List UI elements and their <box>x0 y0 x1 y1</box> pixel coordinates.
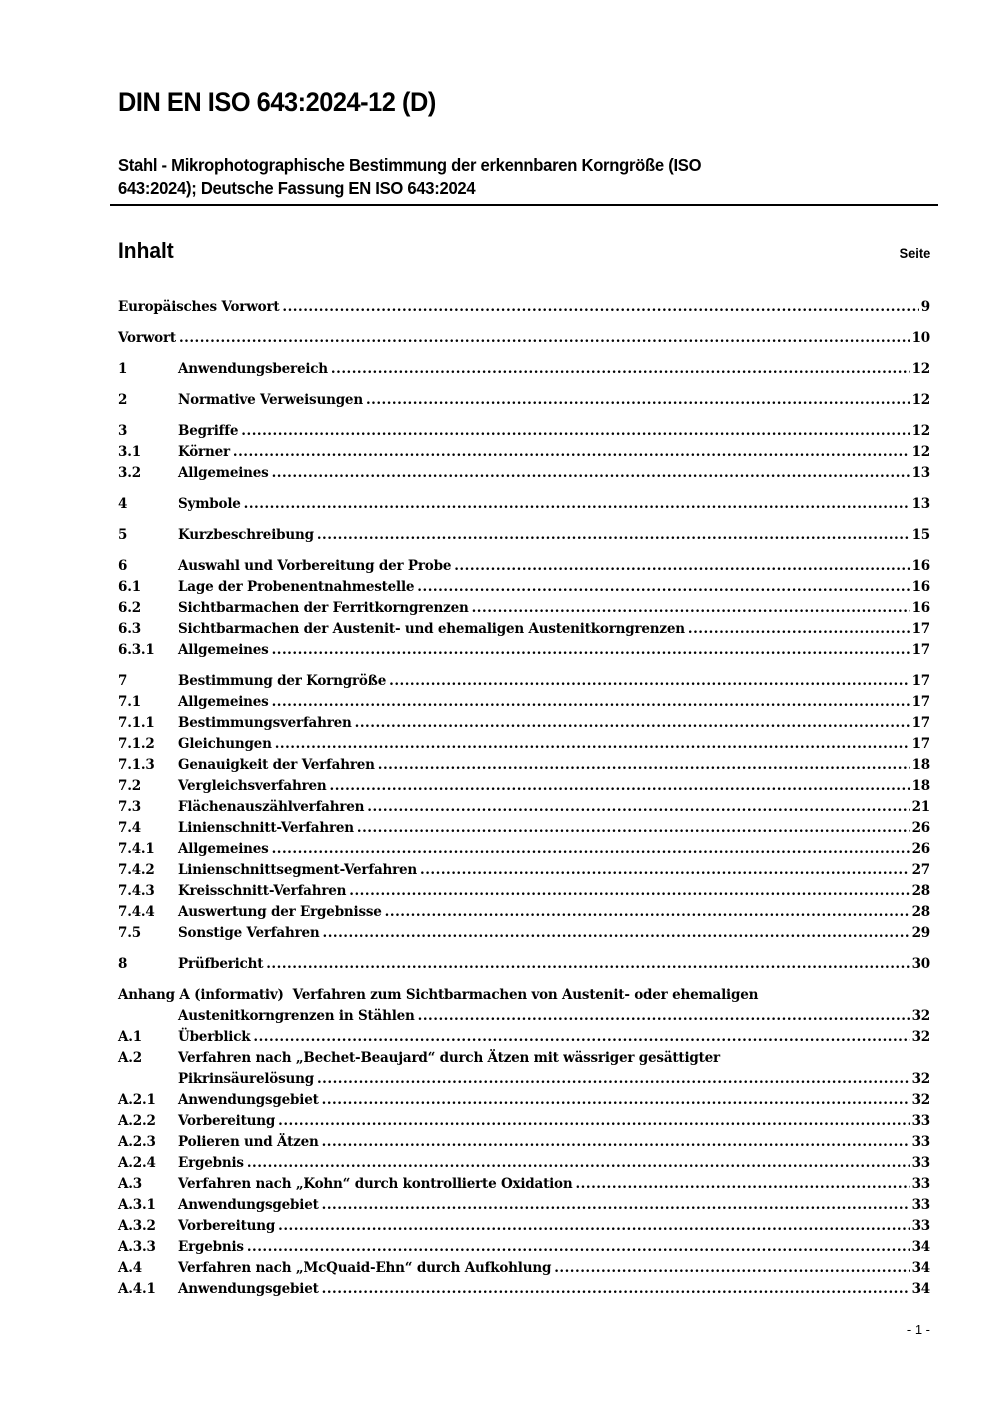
toc-leader-dots <box>385 902 910 923</box>
toc-entry <box>118 556 930 577</box>
toc-entry <box>118 902 930 923</box>
toc-entry-page: 12 <box>911 444 930 460</box>
toc-entry-title: Auswertung der Ergebnisse <box>178 904 382 920</box>
toc-entry-line <box>118 297 930 318</box>
toc-entry-page: 13 <box>911 465 930 481</box>
toc-entry <box>118 881 930 902</box>
toc-entry-line <box>178 1279 930 1300</box>
toc-entry-number: 7.3 <box>118 799 141 815</box>
doc-number: DIN EN ISO 643:2024-12 (D) <box>118 87 436 117</box>
toc-entry-number: 7.4 <box>118 820 141 836</box>
toc-entry-title: Sichtbarmachen der Ferritkorngrenzen <box>178 600 469 616</box>
toc-entry-page: 12 <box>911 423 930 439</box>
toc-entry <box>118 734 930 755</box>
toc-entry-title: Genauigkeit der Verfahren <box>178 757 375 773</box>
toc-entry-title: Ergebnis <box>178 1155 244 1171</box>
toc-entry <box>118 860 930 881</box>
toc-group <box>118 359 930 380</box>
toc-entry-line <box>178 1258 930 1279</box>
toc-entry-line <box>178 860 930 881</box>
toc-leader-dots <box>253 1027 909 1048</box>
toc-entry-line <box>178 640 930 661</box>
toc-entry-line <box>178 1090 930 1111</box>
toc-entry-line <box>178 463 930 484</box>
toc-entry-number: A.3.1 <box>118 1197 156 1213</box>
toc-entry <box>118 797 930 818</box>
toc-entry-number: A.4.1 <box>118 1281 156 1297</box>
toc-entry <box>118 692 930 713</box>
toc-entry <box>118 954 930 975</box>
toc-entry-heading-line: Anhang A (informativ) Verfahren zum Sichtbarmachen von Austenit- oder ehemaligen <box>118 987 759 1003</box>
toc-entry-title: Auswahl und Vorbereitung der Probe <box>178 558 452 574</box>
toc-entry <box>118 1132 930 1153</box>
toc-leader-dots <box>331 359 910 380</box>
toc-entry-title: Vorwort <box>118 330 176 346</box>
toc-entry-page: 32 <box>911 1008 930 1024</box>
toc-entry-line <box>178 1132 930 1153</box>
toc-entry <box>118 1174 930 1195</box>
toc-entry-number: 7 <box>118 673 128 689</box>
toc-entry-number: 7.4.4 <box>118 904 155 920</box>
toc-entry-number: A.3.3 <box>118 1239 156 1255</box>
toc-entry-number: 7.1.3 <box>118 757 155 773</box>
toc-entry-line <box>178 1111 930 1132</box>
toc-leader-dots <box>278 1111 909 1132</box>
toc-entry-number: 6.2 <box>118 600 141 616</box>
toc-entry-line <box>178 1027 930 1048</box>
toc-entry-number: 5 <box>118 527 128 543</box>
toc-leader-dots <box>357 818 910 839</box>
toc-entry <box>118 390 930 411</box>
toc-entry <box>118 1216 930 1237</box>
toc-entry-title: Normative Verweisungen <box>178 392 363 408</box>
toc-entry-number: A.2.1 <box>118 1092 156 1108</box>
toc-entry-number: 7.2 <box>118 778 141 794</box>
toc-entry-page: 29 <box>911 925 930 941</box>
toc-entry <box>118 1195 930 1216</box>
toc-entry-title: Kreisschnitt-Verfahren <box>178 883 347 899</box>
toc-entry-line <box>178 1069 930 1090</box>
toc-entry-line <box>178 577 930 598</box>
toc-entry-page: 32 <box>911 1029 930 1045</box>
toc-entry-title: Linienschnittsegment-Verfahren <box>178 862 418 878</box>
toc-entry-number: 1 <box>118 361 128 377</box>
toc-entry-page: 27 <box>911 862 930 878</box>
toc-entry-page: 32 <box>911 1092 930 1108</box>
toc-entry-page: 34 <box>911 1260 930 1276</box>
toc-leader-dots <box>366 390 910 411</box>
toc-entry-line <box>178 1153 930 1174</box>
toc-group <box>118 954 930 975</box>
toc-entry <box>118 297 930 318</box>
toc-entry-page: 33 <box>911 1134 930 1150</box>
toc-group <box>118 556 930 661</box>
toc-entry <box>118 839 930 860</box>
toc-entry-page: 21 <box>911 799 930 815</box>
toc-entry-page: 33 <box>911 1155 930 1171</box>
toc-entry-page: 17 <box>911 715 930 731</box>
toc-entry-line <box>178 734 930 755</box>
toc-entry-number: A.2.3 <box>118 1134 156 1150</box>
toc-entry-line <box>178 1216 930 1237</box>
toc-entry-page: 32 <box>911 1071 930 1087</box>
toc-entry-line <box>178 1006 930 1027</box>
toc-entry-number: 6.1 <box>118 579 141 595</box>
page-footer: - 1 - <box>906 1322 930 1337</box>
toc-leader-dots <box>472 598 910 619</box>
toc-entry-number: 7.4.2 <box>118 862 155 878</box>
toc-leader-dots <box>367 797 909 818</box>
toc-entry-page: 17 <box>911 694 930 710</box>
toc-entry-number: A.2 <box>118 1050 142 1066</box>
toc-entry-page: 28 <box>911 904 930 920</box>
toc-entry-line <box>178 776 930 797</box>
toc-leader-dots <box>322 1132 910 1153</box>
toc-leader-dots <box>244 494 910 515</box>
toc-leader-dots <box>378 755 910 776</box>
toc-entry-title: Kurzbeschreibung <box>178 527 314 543</box>
toc-leader-dots <box>241 421 909 442</box>
toc-entry <box>118 328 930 349</box>
toc-entry-line1: Verfahren nach „Bechet-Beaujard“ durch Ätzen mit wässriger gesättigter <box>178 1050 720 1066</box>
toc-entry-title: Anwendungsgebiet <box>178 1092 319 1108</box>
toc-leader-dots <box>418 1006 910 1027</box>
toc-entry-number: 7.4.1 <box>118 841 155 857</box>
toc-entry-title: Anwendungsgebiet <box>178 1281 319 1297</box>
toc-entry <box>118 619 930 640</box>
toc-entry-title: Körner <box>178 444 230 460</box>
toc-leader-dots <box>179 328 910 349</box>
toc-leader-dots <box>417 577 909 598</box>
toc-entry <box>118 525 930 546</box>
toc-entry-line <box>178 494 930 515</box>
toc-group <box>118 297 930 318</box>
toc-leader-dots <box>322 1090 910 1111</box>
toc-entry <box>118 923 930 944</box>
toc-entry-title: Sonstige Verfahren <box>178 925 320 941</box>
toc-entry-number: 4 <box>118 496 128 512</box>
toc-entry <box>118 1258 930 1279</box>
toc-entry-line <box>178 619 930 640</box>
toc-entry-number: 8 <box>118 956 128 972</box>
toc-entry-number: 6.3 <box>118 621 141 637</box>
toc-entry-title: Flächenauszählverfahren <box>178 799 365 815</box>
toc-entry-title: Anwendungsgebiet <box>178 1197 319 1213</box>
toc-entry-line <box>178 525 930 546</box>
toc-entry-title: Allgemeines <box>178 841 269 857</box>
toc-leader-dots <box>355 713 910 734</box>
toc-leader-dots <box>323 923 910 944</box>
toc-entry <box>118 1090 930 1111</box>
toc-entry-line <box>178 598 930 619</box>
toc-group <box>118 525 930 546</box>
toc-entry <box>118 359 930 380</box>
toc-entry-line <box>178 556 930 577</box>
toc-leader-dots <box>349 881 909 902</box>
toc-entry-page: 33 <box>911 1176 930 1192</box>
toc-entry-title: Bestimmungsverfahren <box>178 715 352 731</box>
toc-entry-line <box>178 755 930 776</box>
toc-entry-page: 16 <box>911 558 930 574</box>
contents-header-row <box>118 238 930 264</box>
toc-leader-dots <box>420 860 910 881</box>
toc-entry-page: 30 <box>911 956 930 972</box>
toc-leader-dots <box>272 463 910 484</box>
doc-title <box>118 154 930 200</box>
toc-entry-line <box>178 797 930 818</box>
toc-entry-number: 3 <box>118 423 128 439</box>
toc-entry-title: Verfahren nach „Kohn“ durch kontrollierte Oxidation <box>178 1176 573 1192</box>
toc-entry-number: 7.1.1 <box>118 715 155 731</box>
document-page <box>118 0 930 1300</box>
toc-entry-number: A.3 <box>118 1176 142 1192</box>
toc-leader-dots <box>330 776 910 797</box>
page-column-label: Seite <box>899 246 930 261</box>
toc-entry-page: 28 <box>911 883 930 899</box>
toc-entry-title: Symbole <box>178 496 241 512</box>
toc-entry <box>118 640 930 661</box>
toc-entry-title: Ergebnis <box>178 1239 244 1255</box>
toc-entry-title: Pikrinsäurelösung <box>178 1071 314 1087</box>
toc-group <box>118 494 930 515</box>
toc-entry-number: 3.2 <box>118 465 141 481</box>
contents-heading: Inhalt <box>118 238 174 263</box>
toc-entry-page: 9 <box>920 299 930 315</box>
toc-entry-page: 12 <box>911 361 930 377</box>
toc-entry <box>118 985 930 1027</box>
toc-entry-title: Bestimmung der Korngröße <box>178 673 387 689</box>
toc-entry-title: Allgemeines <box>178 642 269 658</box>
toc-leader-dots <box>272 692 910 713</box>
toc-entry-number: 6 <box>118 558 128 574</box>
toc-entry-title: Allgemeines <box>178 465 269 481</box>
toc-entry <box>118 577 930 598</box>
toc-entry-page: 12 <box>911 392 930 408</box>
toc-entry-page: 13 <box>911 496 930 512</box>
toc-entry <box>118 713 930 734</box>
toc-entry-number: 7.1.2 <box>118 736 155 752</box>
toc-entry-number: A.1 <box>118 1029 142 1045</box>
toc-entry-title: Überblick <box>178 1029 251 1045</box>
toc-leader-dots <box>317 1069 910 1090</box>
toc-entry-page: 33 <box>911 1218 930 1234</box>
toc-entry-title: Lage der Probenentnahmestelle <box>178 579 415 595</box>
toc-entry-number: 6.3.1 <box>118 642 155 658</box>
toc-entry-page: 34 <box>911 1239 930 1255</box>
toc-leader-dots <box>272 640 910 661</box>
toc-leader-dots <box>389 671 909 692</box>
toc-entry-line <box>178 881 930 902</box>
toc-entry-line <box>178 359 930 380</box>
toc-leader-dots <box>275 734 910 755</box>
toc-entry-title: Anwendungsbereich <box>178 361 328 377</box>
toc-entry-title: Verfahren nach „McQuaid-Ehn“ durch Aufkohlung <box>178 1260 552 1276</box>
toc-entry-title: Austenitkorngrenzen in Stählen <box>178 1008 415 1024</box>
toc-entry <box>118 1279 930 1300</box>
toc-entry-page: 17 <box>911 736 930 752</box>
toc-group <box>118 985 930 1300</box>
toc-group <box>118 671 930 944</box>
toc-entry-line <box>178 1174 930 1195</box>
toc-leader-dots <box>322 1195 910 1216</box>
toc-entry-title: Europäisches Vorwort <box>118 299 280 315</box>
toc-entry-line <box>178 442 930 463</box>
toc-entry <box>118 755 930 776</box>
toc-entry <box>118 598 930 619</box>
toc-entry-title: Allgemeines <box>178 694 269 710</box>
toc-entry-page: 26 <box>911 841 930 857</box>
toc-entry <box>118 1111 930 1132</box>
toc-entry-line <box>178 902 930 923</box>
toc-entry-number: 7.1 <box>118 694 141 710</box>
toc-entry-page: 26 <box>911 820 930 836</box>
toc-entry-page: 15 <box>911 527 930 543</box>
toc-leader-dots <box>266 954 909 975</box>
toc-entry-page: 17 <box>911 673 930 689</box>
toc-leader-dots <box>454 556 909 577</box>
toc-entry-page: 16 <box>911 579 930 595</box>
table-of-contents <box>118 297 930 1300</box>
toc-entry-line <box>178 692 930 713</box>
toc-leader-dots <box>247 1237 910 1258</box>
toc-entry-title: Gleichungen <box>178 736 272 752</box>
toc-group <box>118 390 930 411</box>
toc-entry-title: Vorbereitung <box>178 1218 276 1234</box>
toc-entry <box>118 671 930 692</box>
toc-leader-dots <box>247 1153 910 1174</box>
toc-entry-line <box>178 839 930 860</box>
toc-entry-page: 18 <box>911 778 930 794</box>
toc-entry-number: 7.4.3 <box>118 883 155 899</box>
toc-entry-body <box>178 1048 930 1090</box>
toc-entry <box>118 1048 930 1090</box>
toc-entry-line <box>178 390 930 411</box>
toc-entry-page: 17 <box>911 642 930 658</box>
toc-entry <box>118 776 930 797</box>
doc-title-line2: 643:2024); Deutsche Fassung EN ISO 643:2024 <box>118 178 476 198</box>
toc-entry-number: 7.5 <box>118 925 141 941</box>
toc-entry-line <box>118 328 930 349</box>
title-rule <box>110 204 938 206</box>
toc-entry-page: 34 <box>911 1281 930 1297</box>
toc-leader-dots <box>317 525 910 546</box>
toc-entry <box>118 494 930 515</box>
toc-entry <box>118 1027 930 1048</box>
toc-entry-page: 33 <box>911 1113 930 1129</box>
toc-entry-line <box>178 954 930 975</box>
toc-leader-dots <box>278 1216 909 1237</box>
toc-entry-number: A.3.2 <box>118 1218 156 1234</box>
toc-entry-number: A.2.4 <box>118 1155 156 1171</box>
toc-entry-line <box>178 818 930 839</box>
toc-entry <box>118 1153 930 1174</box>
toc-leader-dots <box>272 839 910 860</box>
toc-entry-page: 18 <box>911 757 930 773</box>
toc-entry-line <box>178 1237 930 1258</box>
toc-entry <box>118 442 930 463</box>
toc-entry-line <box>178 671 930 692</box>
toc-entry-title: Begriffe <box>178 423 239 439</box>
toc-entry-title: Sichtbarmachen der Austenit- und ehemaligen Austenitkorngrenzen <box>178 621 685 637</box>
toc-leader-dots <box>233 442 910 463</box>
toc-entry-title: Vergleichsverfahren <box>178 778 327 794</box>
toc-group <box>118 328 930 349</box>
toc-entry <box>118 818 930 839</box>
toc-entry-number: 3.1 <box>118 444 141 460</box>
toc-entry-page: 17 <box>911 621 930 637</box>
toc-leader-dots <box>554 1258 909 1279</box>
toc-entry-number: 2 <box>118 392 128 408</box>
toc-entry-title: Polieren und Ätzen <box>178 1134 319 1150</box>
toc-entry-line <box>178 923 930 944</box>
doc-title-line1: Stahl - Mikrophotographische Bestimmung der erkennbaren Korngröße (ISO <box>118 155 702 175</box>
toc-entry-number: A.2.2 <box>118 1113 156 1129</box>
toc-entry-number: A.4 <box>118 1260 142 1276</box>
toc-entry-line <box>178 421 930 442</box>
toc-entry-title: Linienschnitt-Verfahren <box>178 820 354 836</box>
toc-entry-page: 33 <box>911 1197 930 1213</box>
toc-leader-dots <box>322 1279 910 1300</box>
toc-entry-title: Prüfbericht <box>178 956 264 972</box>
toc-entry <box>118 463 930 484</box>
toc-entry-line <box>178 713 930 734</box>
toc-entry-title: Vorbereitung <box>178 1113 276 1129</box>
toc-group <box>118 421 930 484</box>
toc-leader-dots <box>688 619 910 640</box>
toc-entry-page: 16 <box>911 600 930 616</box>
toc-entry <box>118 421 930 442</box>
toc-entry <box>118 1237 930 1258</box>
toc-leader-dots <box>575 1174 909 1195</box>
toc-entry-page: 10 <box>911 330 930 346</box>
toc-entry-line <box>178 1195 930 1216</box>
toc-leader-dots <box>282 297 918 318</box>
